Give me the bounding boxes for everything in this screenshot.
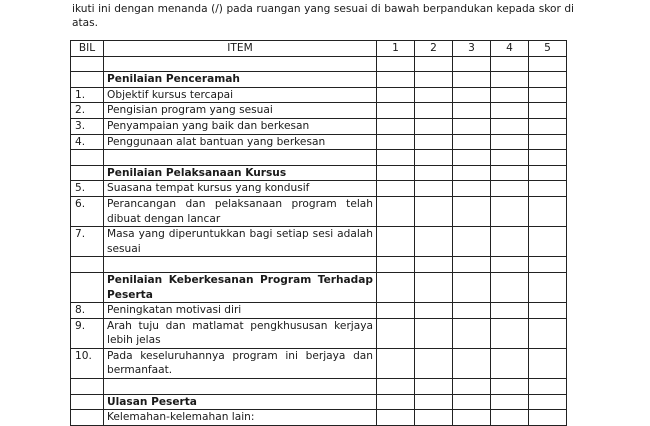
- row-number: 3.: [71, 118, 104, 134]
- row-number: [71, 56, 104, 72]
- row-number: 9.: [71, 318, 104, 348]
- table-row: [71, 134, 567, 150]
- item-text: Kelemahan-kelemahan lain:: [104, 410, 377, 426]
- score-cell-3[interactable]: [453, 87, 491, 103]
- score-cell-4: [491, 272, 529, 302]
- row-number: [71, 394, 104, 410]
- row-number: [71, 257, 104, 273]
- row-number: 1.: [71, 87, 104, 103]
- score-cell-4[interactable]: [491, 181, 529, 197]
- score-cell-4[interactable]: [491, 134, 529, 150]
- score-cell-1[interactable]: [377, 103, 415, 119]
- score-cell-5[interactable]: [529, 196, 567, 226]
- score-cell-3[interactable]: [453, 318, 491, 348]
- score-cell-5: [529, 394, 567, 410]
- item-cell-empty: [104, 150, 377, 166]
- score-cell-1: [377, 257, 415, 273]
- row-number: [71, 72, 104, 88]
- blank-row: [71, 56, 567, 72]
- score-cell-3: [453, 150, 491, 166]
- score-cell-3[interactable]: [453, 348, 491, 378]
- header-item: ITEM: [104, 41, 377, 57]
- score-cell-4[interactable]: [491, 318, 529, 348]
- score-cell-1: [377, 394, 415, 410]
- table-row: [71, 318, 567, 348]
- row-number: [71, 379, 104, 395]
- header-score-3: 3: [453, 41, 491, 57]
- score-cell-4: [491, 165, 529, 181]
- score-cell-5: [529, 72, 567, 88]
- score-cell-5[interactable]: [529, 118, 567, 134]
- row-number: 8.: [71, 303, 104, 319]
- score-cell-5: [529, 257, 567, 273]
- score-cell-3: [453, 257, 491, 273]
- score-cell-2: [415, 72, 453, 88]
- item-text: Arah tuju dan matlamat pengkhususan kerjaya lebih jelas: [104, 318, 377, 348]
- score-cell-3: [453, 56, 491, 72]
- score-cell-2[interactable]: [415, 303, 453, 319]
- score-cell-2: [415, 379, 453, 395]
- row-number: 2.: [71, 103, 104, 119]
- score-cell-5[interactable]: [529, 318, 567, 348]
- score-cell-5: [529, 150, 567, 166]
- row-number: [71, 410, 104, 426]
- score-cell-5[interactable]: [529, 227, 567, 257]
- item-text: Penggunaan alat bantuan yang berkesan: [104, 134, 377, 150]
- blank-row: [71, 150, 567, 166]
- table-row: [71, 196, 567, 226]
- score-cell-1: [377, 150, 415, 166]
- score-cell-1[interactable]: [377, 318, 415, 348]
- blank-row: [71, 379, 567, 395]
- score-cell-1[interactable]: [377, 303, 415, 319]
- row-number: 7.: [71, 227, 104, 257]
- score-cell-2[interactable]: [415, 103, 453, 119]
- section-title: Ulasan Peserta: [104, 394, 377, 410]
- score-cell-4[interactable]: [491, 410, 529, 426]
- score-cell-4[interactable]: [491, 118, 529, 134]
- score-cell-5[interactable]: [529, 410, 567, 426]
- header-score-5: 5: [529, 41, 567, 57]
- score-cell-3: [453, 379, 491, 395]
- score-cell-1[interactable]: [377, 87, 415, 103]
- score-cell-5[interactable]: [529, 134, 567, 150]
- score-cell-5: [529, 56, 567, 72]
- item-text: Objektif kursus tercapai: [104, 87, 377, 103]
- table-row: [71, 118, 567, 134]
- score-cell-4[interactable]: [491, 227, 529, 257]
- score-cell-2[interactable]: [415, 348, 453, 378]
- table-row: [71, 181, 567, 197]
- score-cell-4[interactable]: [491, 303, 529, 319]
- item-text: Suasana tempat kursus yang kondusif: [104, 181, 377, 197]
- score-cell-2: [415, 165, 453, 181]
- table-row: [71, 348, 567, 378]
- score-cell-1[interactable]: [377, 118, 415, 134]
- score-cell-5[interactable]: [529, 87, 567, 103]
- score-cell-3: [453, 72, 491, 88]
- score-cell-1: [377, 272, 415, 302]
- table-row: [71, 303, 567, 319]
- item-text: Perancangan dan pelaksanaan program telah dibuat dengan lancar: [104, 196, 377, 226]
- score-cell-4[interactable]: [491, 196, 529, 226]
- section-title: Penilaian Penceramah: [104, 72, 377, 88]
- score-cell-1: [377, 72, 415, 88]
- score-cell-1[interactable]: [377, 227, 415, 257]
- header-bil: BIL: [71, 41, 104, 57]
- item-text: Peningkatan motivasi diri: [104, 303, 377, 319]
- header-score-2: 2: [415, 41, 453, 57]
- table-row: [71, 227, 567, 257]
- item-cell-empty: [104, 379, 377, 395]
- score-cell-4: [491, 379, 529, 395]
- table-row: [71, 87, 567, 103]
- score-cell-2[interactable]: [415, 118, 453, 134]
- score-cell-3[interactable]: [453, 196, 491, 226]
- intro-text: ikuti ini dengan menanda (/) pada ruangan yang sesuai di bawah berpandukan kepada skor di atas.: [72, 3, 574, 29]
- score-cell-5[interactable]: [529, 103, 567, 119]
- score-cell-4: [491, 72, 529, 88]
- score-cell-2[interactable]: [415, 87, 453, 103]
- row-number: 5.: [71, 181, 104, 197]
- score-cell-2: [415, 150, 453, 166]
- item-cell-empty: [104, 257, 377, 273]
- score-cell-4: [491, 56, 529, 72]
- score-cell-2[interactable]: [415, 410, 453, 426]
- row-number: [71, 150, 104, 166]
- score-cell-2[interactable]: [415, 134, 453, 150]
- score-cell-5[interactable]: [529, 348, 567, 378]
- row-number: 6.: [71, 196, 104, 226]
- score-cell-4: [491, 150, 529, 166]
- score-cell-3: [453, 394, 491, 410]
- score-cell-1[interactable]: [377, 196, 415, 226]
- score-cell-5[interactable]: [529, 303, 567, 319]
- row-number: [71, 165, 104, 181]
- score-cell-2[interactable]: [415, 318, 453, 348]
- header-score-1: 1: [377, 41, 415, 57]
- item-text: Masa yang diperuntukkan bagi setiap sesi adalah sesuai: [104, 227, 377, 257]
- section-row: [71, 394, 567, 410]
- score-cell-5: [529, 272, 567, 302]
- score-cell-3[interactable]: [453, 103, 491, 119]
- section-row: [71, 165, 567, 181]
- table-header-row: [71, 41, 567, 57]
- score-cell-1: [377, 56, 415, 72]
- score-cell-2: [415, 272, 453, 302]
- score-cell-3[interactable]: [453, 134, 491, 150]
- evaluation-table: [70, 40, 567, 426]
- score-cell-2: [415, 56, 453, 72]
- score-cell-4[interactable]: [491, 103, 529, 119]
- score-cell-2[interactable]: [415, 196, 453, 226]
- header-score-4: 4: [491, 41, 529, 57]
- score-cell-1[interactable]: [377, 410, 415, 426]
- score-cell-1: [377, 165, 415, 181]
- score-cell-4: [491, 394, 529, 410]
- score-cell-4[interactable]: [491, 87, 529, 103]
- score-cell-2[interactable]: [415, 181, 453, 197]
- score-cell-4[interactable]: [491, 348, 529, 378]
- row-number: [71, 272, 104, 302]
- score-cell-5: [529, 379, 567, 395]
- score-cell-3: [453, 272, 491, 302]
- score-cell-3: [453, 165, 491, 181]
- score-cell-1: [377, 379, 415, 395]
- item-text: Pada keseluruhannya program ini berjaya dan bermanfaat.: [104, 348, 377, 378]
- score-cell-4: [491, 257, 529, 273]
- blank-row: [71, 257, 567, 273]
- item-cell-empty: [104, 56, 377, 72]
- score-cell-3[interactable]: [453, 181, 491, 197]
- score-cell-2: [415, 257, 453, 273]
- section-title: Penilaian Pelaksanaan Kursus: [104, 165, 377, 181]
- score-cell-1[interactable]: [377, 134, 415, 150]
- score-cell-1[interactable]: [377, 181, 415, 197]
- item-text: Pengisian program yang sesuai: [104, 103, 377, 119]
- table-row: [71, 103, 567, 119]
- score-cell-2: [415, 394, 453, 410]
- score-cell-5: [529, 165, 567, 181]
- table-row: [71, 410, 567, 426]
- score-cell-3[interactable]: [453, 118, 491, 134]
- score-cell-5[interactable]: [529, 181, 567, 197]
- score-cell-1[interactable]: [377, 348, 415, 378]
- section-title: Penilaian Keberkesanan Program Terhadap Peserta: [104, 272, 377, 302]
- row-number: 10.: [71, 348, 104, 378]
- score-cell-3[interactable]: [453, 227, 491, 257]
- score-cell-2[interactable]: [415, 227, 453, 257]
- section-row: [71, 72, 567, 88]
- row-number: 4.: [71, 134, 104, 150]
- section-row: [71, 272, 567, 302]
- score-cell-3[interactable]: [453, 303, 491, 319]
- item-text: Penyampaian yang baik dan berkesan: [104, 118, 377, 134]
- score-cell-3[interactable]: [453, 410, 491, 426]
